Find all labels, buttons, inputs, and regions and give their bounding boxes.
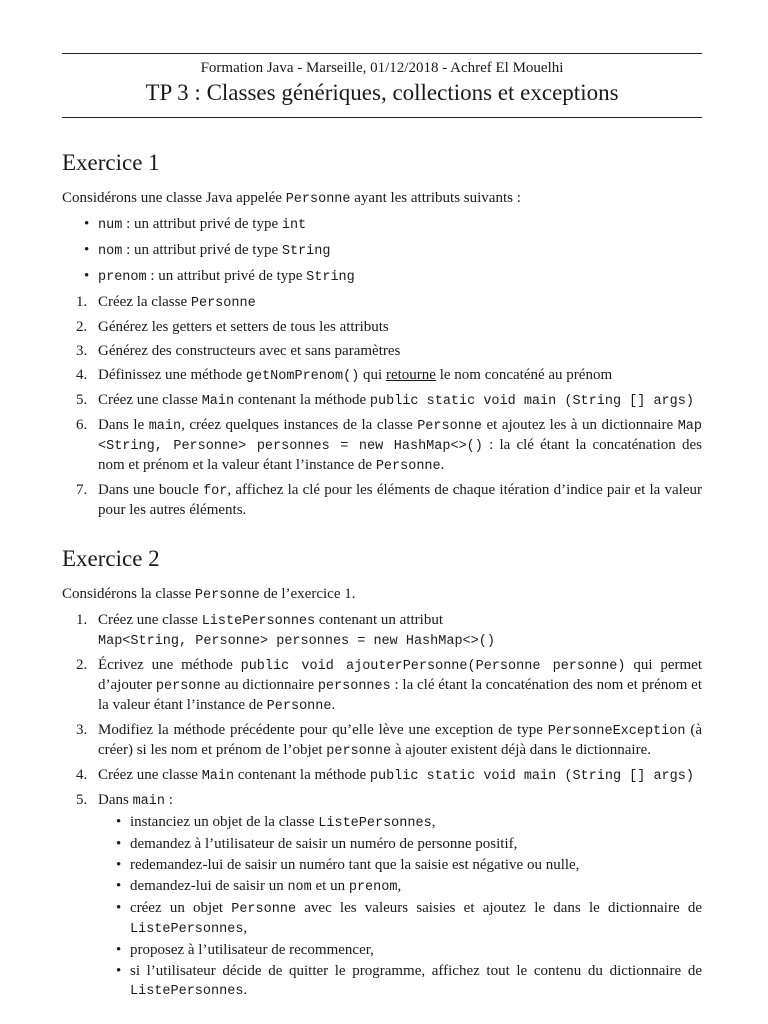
header-subtitle: Formation Java - Marseille, 01/12/2018 - Achref El Mouelhi bbox=[200, 60, 564, 76]
step-item: 2. Générez les getters et setters de tous les attributs bbox=[76, 319, 389, 335]
main-substeps bbox=[98, 813, 702, 1001]
bullet-icon: • bbox=[116, 942, 122, 958]
document-page bbox=[62, 0, 702, 1006]
attribute-list bbox=[62, 214, 702, 288]
list-item: • demandez-lui de saisir un nom et un prenom, bbox=[116, 878, 402, 895]
exercise-2-intro: Considérons la classe Personne de l’exercice 1. bbox=[62, 586, 356, 603]
step-item: 4. Créez une classe Main contenant la méthode public static void main (String [] args) bbox=[76, 767, 694, 784]
bullet-icon: • bbox=[84, 268, 90, 284]
exercise-1-steps bbox=[62, 293, 702, 520]
bullet-icon: • bbox=[116, 836, 122, 852]
exercise-2-steps bbox=[62, 611, 702, 1001]
list-item: • nom : un attribut privé de type String bbox=[84, 242, 331, 259]
exercise-2-heading: Exercice 2 bbox=[62, 546, 160, 571]
bullet-icon: • bbox=[116, 814, 122, 830]
list-item: • proposez à l’utilisateur de recommencer, bbox=[116, 942, 374, 958]
step-item: 5. Créez une classe Main contenant la méthode public static void main (String [] args) bbox=[76, 392, 694, 409]
bullet-icon: • bbox=[116, 857, 122, 873]
step-item: 5. Dans main : • instanciez un objet de la classe ListePersonnes, • demandez à l’utilisateur de saisir un numéro de personne positif, • redemandez-lui de saisir un numéro tant que la saisie est négative ou nulle, • demandez-lui de saisir un nom et un prenom, • créez un objet Personne avec les valeurs saisies et ajoutez le dans le dictionnaire de ListePersonnes, • proposez à l’utilisateur de recommencer, • si l’utilisateur décide de quitter le programme, affichez tout le contenu du dictionnaire de ListePersonnes. bbox=[76, 792, 702, 999]
bullet-icon: • bbox=[116, 900, 122, 916]
list-item: • créez un objet Personne avec les valeurs saisies et ajoutez le dans le dictionnaire de ListePersonnes, bbox=[116, 900, 702, 937]
list-item: • demandez à l’utilisateur de saisir un numéro de personne positif, bbox=[116, 836, 518, 852]
step-item: 2. Écrivez une méthode public void ajouterPersonne(Personne personne) qui permet d’ajouter personne au dictionnaire personnes : la clé étant la concaténation des nom et prénom et la valeur étant l’instance de Personne. bbox=[76, 657, 702, 714]
step-item: 7. Dans une boucle for, affichez la clé pour les éléments de chaque itération d’indice pair et la valeur pour les autres éléments. bbox=[76, 482, 702, 518]
list-item: • num : un attribut privé de type int bbox=[84, 216, 307, 233]
list-item: • instanciez un objet de la classe ListePersonnes, bbox=[116, 814, 436, 831]
step-item: 6. Dans le main, créez quelques instances de la classe Personne et ajoutez les à un dictionnaire Map <String, Personne> personnes = new HashMap<>() : la clé étant la concaténation des nom et prénom et la valeur étant l’instance de Personne. bbox=[76, 417, 703, 474]
step-item: 4. Définissez une méthode getNomPrenom() qui retourne le nom concaténé au prénom bbox=[76, 367, 613, 384]
bullet-icon: • bbox=[116, 878, 122, 894]
list-item: • prenom : un attribut privé de type String bbox=[84, 268, 355, 285]
list-item: • redemandez-lui de saisir un numéro tant que la saisie est négative ou nulle, bbox=[116, 857, 580, 873]
exercise-1-heading: Exercice 1 bbox=[62, 150, 160, 175]
step-item: 1. Créez une classe ListePersonnes contenant un attribut Map<String, Personne> personnes = new HashMap<>() bbox=[76, 612, 495, 649]
bullet-icon: • bbox=[84, 242, 90, 258]
bullet-icon: • bbox=[116, 963, 122, 979]
document-title: TP 3 : Classes génériques, collections et exceptions bbox=[145, 80, 619, 105]
step-item: 3. Modifiez la méthode précédente pour qu’elle lève une exception de type PersonneException (à créer) si les nom et prénom de l’objet personne à ajouter existent déjà dans le dictionnaire. bbox=[76, 722, 702, 759]
step-item: 1. Créez la classe Personne bbox=[76, 294, 256, 311]
top-rule bbox=[62, 53, 702, 54]
step-item: 3. Générez des constructeurs avec et sans paramètres bbox=[76, 343, 401, 359]
list-item: • si l’utilisateur décide de quitter le programme, affichez tout le contenu du dictionnaire de ListePersonnes. bbox=[116, 963, 702, 999]
exercise-1-intro: Considérons une classe Java appelée Personne ayant les attributs suivants : bbox=[62, 190, 521, 207]
bullet-icon: • bbox=[84, 216, 90, 232]
title-rule bbox=[62, 117, 702, 118]
